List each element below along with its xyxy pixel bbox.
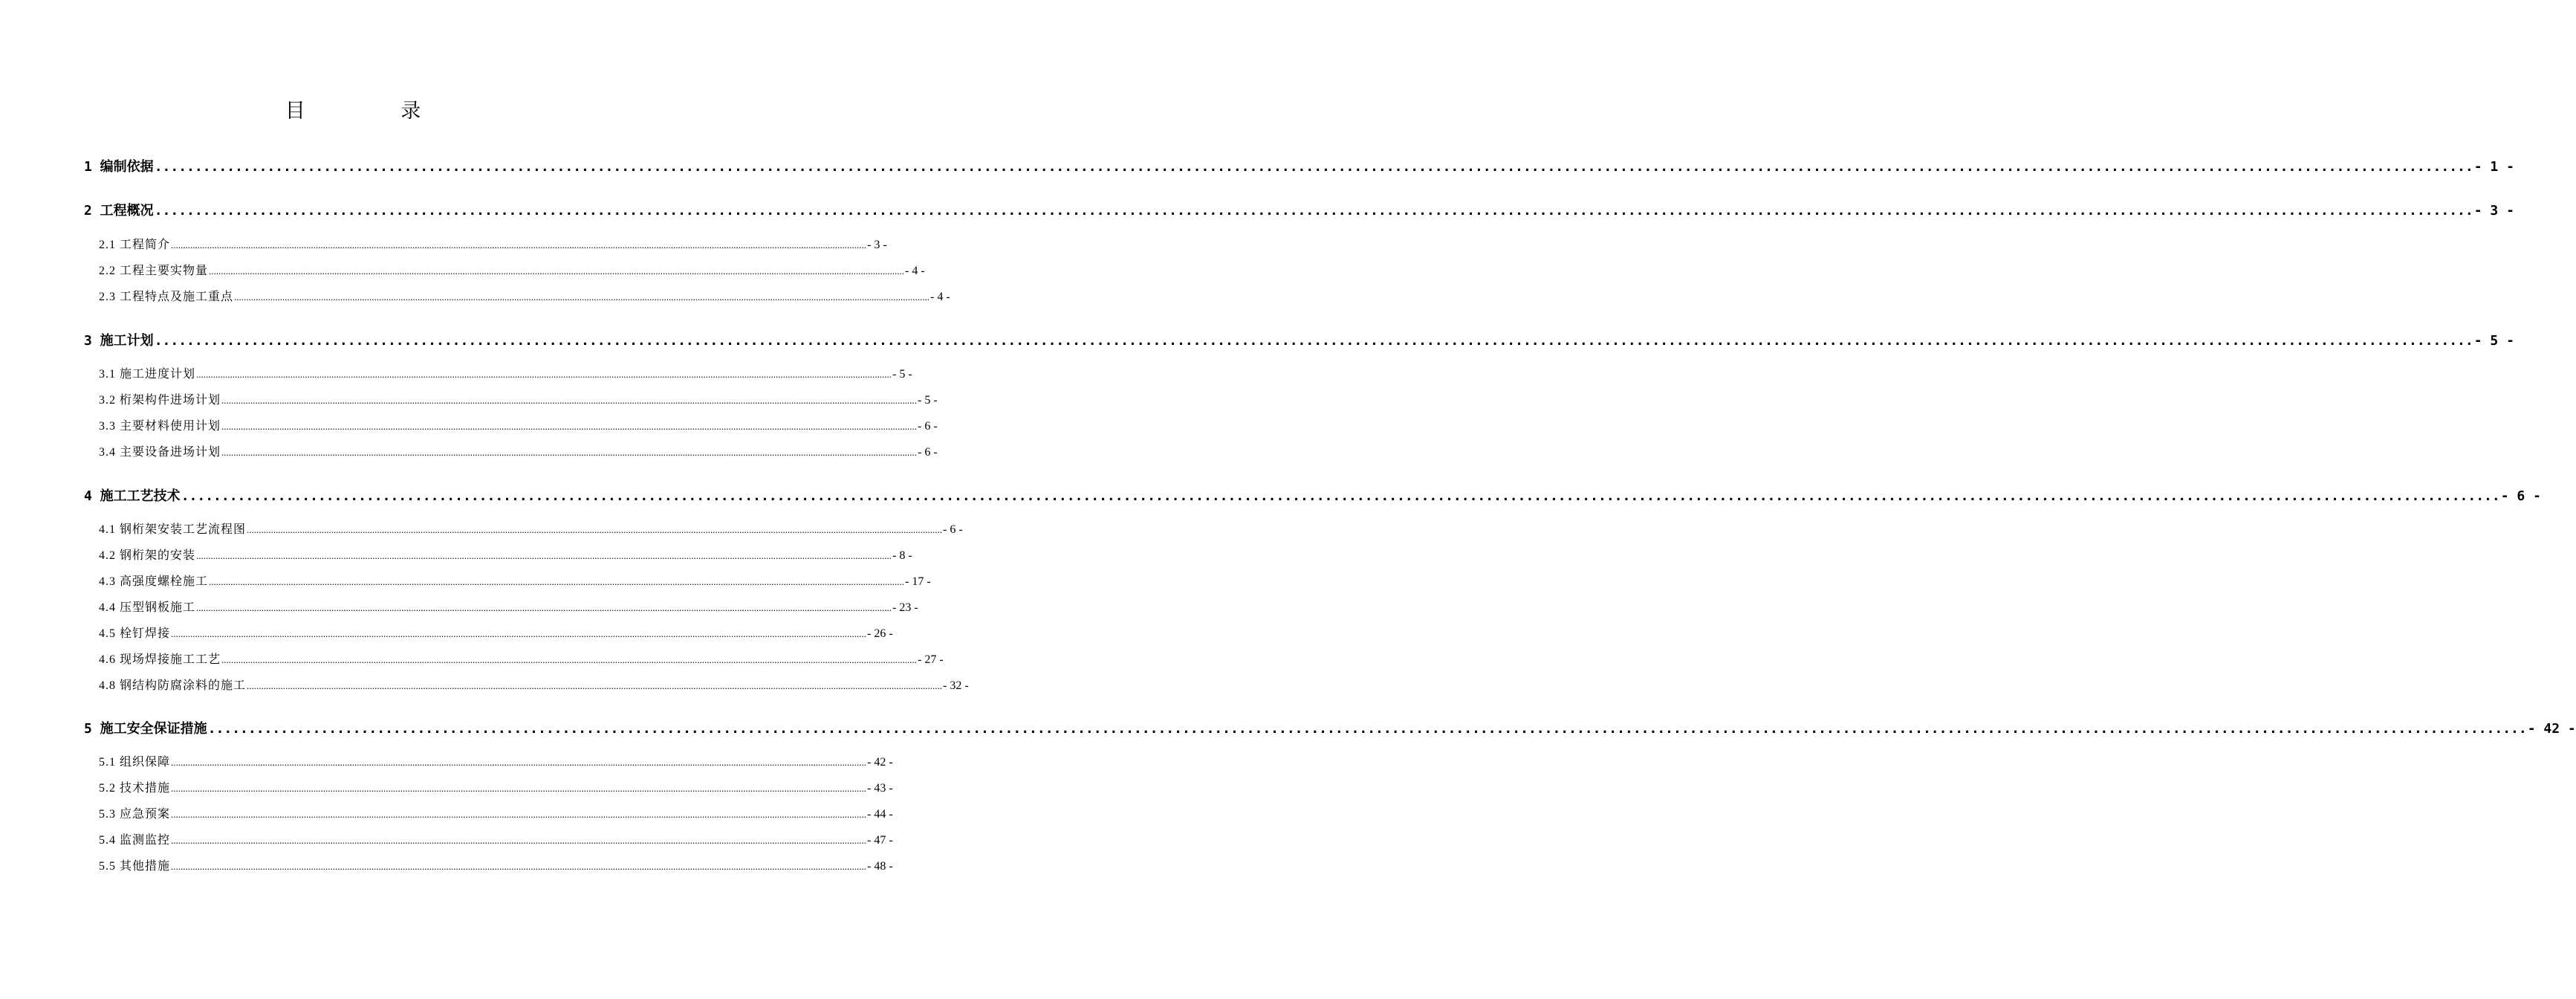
- toc-entry-label: 1 编制依据: [84, 159, 154, 175]
- toc-page-number: - 8 -: [892, 549, 912, 562]
- toc-entry-1[interactable]: [84, 157, 2514, 178]
- toc-entry-5-5[interactable]: [99, 859, 893, 875]
- toc-dot-leader: ................................................................................................................................................................................................................................................................................................: [171, 835, 867, 846]
- toc-dot-leader: ................................................................................................................................................................................................................................................................................................: [209, 265, 905, 277]
- toc-dot-leader: ................................................................................................................................................................................................................................................................................................: [154, 333, 2473, 349]
- toc-entry-label: 4.2 钢桁架的安装: [99, 549, 196, 562]
- toc-dot-leader: ................................................................................................................................................................................................................................................................................................: [181, 488, 2500, 504]
- toc-entry-label: 3.3 主要材料使用计划: [99, 420, 221, 433]
- toc-entry-3[interactable]: [84, 331, 2514, 352]
- toc-dot-leader: ................................................................................................................................................................................................................................................................................................: [247, 524, 943, 535]
- toc-entry-label: 4.3 高强度螺栓施工: [99, 575, 209, 588]
- toc-page-number: - 6 -: [918, 420, 938, 433]
- toc-dot-leader: ................................................................................................................................................................................................................................................................................................: [154, 203, 2473, 219]
- toc-entry-label: 2 工程概况: [84, 203, 154, 219]
- toc-entry-label: 5.4 监测监控: [99, 834, 171, 847]
- toc-entry-4-1[interactable]: [99, 522, 963, 538]
- toc-entry-label: 4.8 钢结构防腐涂料的施工: [99, 679, 247, 692]
- toc-entry-label: 2.2 工程主要实物量: [99, 265, 209, 277]
- toc-page-number: - 5 -: [918, 394, 938, 407]
- toc-entry-5-2[interactable]: [99, 780, 893, 797]
- toc-entry-2-2[interactable]: [99, 263, 925, 279]
- toc-entry-2[interactable]: [84, 201, 2514, 222]
- toc-entry-2-1[interactable]: [99, 237, 887, 253]
- toc-dot-leader: ................................................................................................................................................................................................................................................................................................: [196, 602, 892, 613]
- toc-entry-label: 5 施工安全保证措施: [84, 721, 207, 737]
- toc-page-number: - 3 -: [867, 239, 887, 251]
- toc-page-number: - 23 -: [892, 601, 918, 614]
- toc-entry-3-2[interactable]: [99, 392, 938, 409]
- toc-page-number: - 5 -: [892, 368, 912, 381]
- toc-entry-5-1[interactable]: [99, 754, 893, 771]
- toc-entry-4-2[interactable]: [99, 548, 912, 564]
- toc-entry-label: 5.3 应急预案: [99, 808, 171, 821]
- page-title: 目 录: [285, 100, 466, 123]
- toc-dot-leader: ................................................................................................................................................................................................................................................................................................: [209, 576, 905, 587]
- toc-dot-leader: ................................................................................................................................................................................................................................................................................................: [207, 721, 2527, 737]
- toc-entry-label: 4.6 现场焊接施工工艺: [99, 653, 221, 666]
- toc-entry-5[interactable]: [84, 719, 2576, 740]
- toc-entry-4-8[interactable]: [99, 678, 969, 694]
- toc-entry-label: 2.3 工程特点及施工重点: [99, 291, 234, 303]
- toc-page-number: - 6 -: [2500, 488, 2541, 504]
- toc-dot-leader: ................................................................................................................................................................................................................................................................................................: [221, 395, 918, 406]
- toc-dot-leader: ................................................................................................................................................................................................................................................................................................: [221, 421, 918, 432]
- toc-entry-3-1[interactable]: [99, 366, 912, 383]
- toc-entry-label: 3.4 主要设备进场计划: [99, 446, 221, 459]
- toc-entry-3-4[interactable]: [99, 444, 938, 461]
- toc-entry-4-3[interactable]: [99, 574, 931, 590]
- toc-page-number: - 43 -: [867, 782, 893, 795]
- toc-dot-leader: ................................................................................................................................................................................................................................................................................................: [171, 783, 867, 794]
- toc-entry-4[interactable]: [84, 486, 2541, 507]
- toc-page-number: - 4 -: [905, 265, 925, 277]
- toc-page-number: - 4 -: [930, 291, 950, 303]
- toc-dot-leader: ................................................................................................................................................................................................................................................................................................: [171, 239, 867, 250]
- toc-entry-5-4[interactable]: [99, 832, 893, 849]
- toc-page-number: - 44 -: [867, 808, 893, 821]
- toc-entry-4-5[interactable]: [99, 626, 893, 642]
- toc-entry-label: 4.1 钢桁架安装工艺流程图: [99, 523, 247, 536]
- toc-entry-5-3[interactable]: [99, 806, 893, 823]
- toc-dot-leader: ................................................................................................................................................................................................................................................................................................: [221, 447, 918, 458]
- toc-dot-leader: ................................................................................................................................................................................................................................................................................................: [196, 550, 892, 561]
- toc-entry-4-6[interactable]: [99, 652, 944, 668]
- toc-dot-leader: ................................................................................................................................................................................................................................................................................................: [171, 861, 867, 872]
- toc-page-number: - 3 -: [2473, 203, 2514, 219]
- toc-entry-2-3[interactable]: [99, 289, 950, 305]
- toc-entry-label: 3.1 施工进度计划: [99, 368, 196, 381]
- toc-entry-4-4[interactable]: [99, 600, 918, 616]
- toc-entry-label: 3.2 桁架构件进场计划: [99, 394, 221, 407]
- toc-dot-leader: ................................................................................................................................................................................................................................................................................................: [247, 680, 943, 691]
- toc-page-number: - 5 -: [2473, 333, 2514, 349]
- toc-entry-label: 4.4 压型钢板施工: [99, 601, 196, 614]
- toc-entry-label: 4 施工工艺技术: [84, 488, 181, 504]
- toc-entry-label: 5.5 其他措施: [99, 860, 171, 873]
- toc-page-number: - 47 -: [867, 834, 893, 847]
- toc-dot-leader: ................................................................................................................................................................................................................................................................................................: [171, 809, 867, 820]
- toc-dot-leader: ................................................................................................................................................................................................................................................................................................: [154, 159, 2473, 175]
- toc-entry-label: 3 施工计划: [84, 333, 154, 349]
- toc-entry-3-3[interactable]: [99, 418, 938, 435]
- toc-dot-leader: ................................................................................................................................................................................................................................................................................................: [171, 628, 867, 639]
- toc-page-number: - 42 -: [867, 756, 893, 769]
- toc-page-number: - 6 -: [918, 446, 938, 459]
- toc-entry-label: 4.5 栓钉焊接: [99, 627, 171, 640]
- toc-page-number: - 42 -: [2527, 721, 2576, 737]
- toc-page-number: - 48 -: [867, 860, 893, 873]
- toc-dot-leader: ................................................................................................................................................................................................................................................................................................: [221, 654, 918, 665]
- toc-page-number: - 17 -: [905, 575, 931, 588]
- toc-entry-label: 5.1 组织保障: [99, 756, 171, 769]
- toc-entry-label: 5.2 技术措施: [99, 782, 171, 795]
- toc-page-number: - 6 -: [943, 523, 963, 536]
- toc-page-number: - 27 -: [918, 653, 944, 666]
- toc-page-number: - 32 -: [943, 679, 969, 692]
- toc-dot-leader: ................................................................................................................................................................................................................................................................................................: [196, 369, 892, 380]
- toc-dot-leader: ................................................................................................................................................................................................................................................................................................: [234, 291, 930, 303]
- toc-page-number: - 26 -: [867, 627, 893, 640]
- toc-entry-label: 2.1 工程简介: [99, 239, 171, 251]
- toc-page-number: - 1 -: [2473, 159, 2514, 175]
- toc-dot-leader: ................................................................................................................................................................................................................................................................................................: [171, 757, 867, 768]
